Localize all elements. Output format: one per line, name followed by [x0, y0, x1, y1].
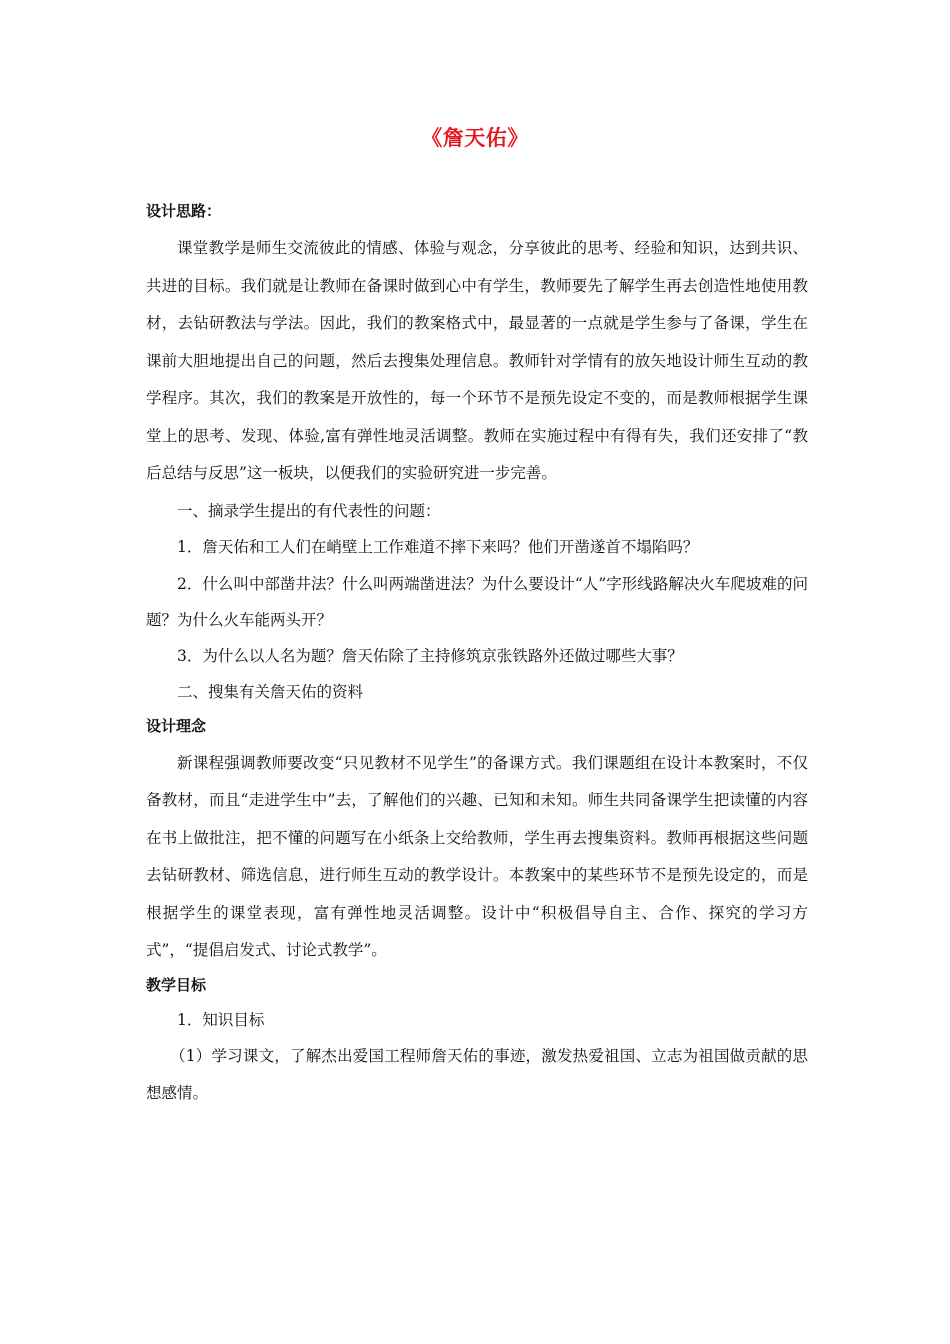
section-heading-design-thinking: 设计思路： [146, 202, 222, 220]
document-body [146, 196, 808, 1112]
list-item-excerpt-questions: 一、摘录学生提出的有代表性的问题： [177, 501, 441, 520]
question-2: 2．什么叫中部凿井法？什么叫两端凿进法？为什么要设计“人”字形线路解决火车爬坡难的问题？为什么火车能两头开？ [146, 574, 808, 629]
list-item-collect-materials: 二、搜集有关詹天佑的资料 [177, 683, 364, 701]
design-thinking-paragraph: 课堂教学是师生交流彼此的情感、体验与观念，分享彼此的思考、经验和知识，达到共识、共进的目标。我们就是让教师在备课时做到心中有学生，教师要先了解学生再去创造性地使用教材，去钻研教法与学法。因此，我们的教案格式中，最显著的一点就是学生参与了备课，学生在课前大胆地提出自己的问题，然后去搜集处理信息。教师针对学情有的放矢地设计师生互动的教学程序。其次，我们的教案是开放性的，每一个环节不是预先设定不变的，而是教师根据学生课堂上的思考、发现、体验,富有弹性地灵活调整。教师在实施过程中有得有失，我们还安排了“教后总结与反思”这一板块，以便我们的实验研究进一步完善。 [146, 239, 808, 482]
goal-1-title: 1．知识目标 [177, 1010, 265, 1029]
section-heading-teaching-goals: 教学目标 [146, 975, 207, 994]
design-concept-paragraph: 新课程强调教师要改变“只见教材不见学生”的备课方式。我们课题组在设计本教案时，不仅备教材，而且“走进学生中”去，了解他们的兴趣、已知和未知。师生共同备课学生把读懂的内容在书上做批注，把不懂的问题写在小纸条上交给教师，学生再去搜集资料。教师再根据这些问题去钻研教材、筛选信息，进行师生互动的教学设计。本教案中的某些环节不是预先设定的，而是根据学生的课堂表现，富有弹性地灵活调整。设计中“积极倡导自主、合作、探究的学习方式”，“提倡启发式、讨论式教学”。 [146, 753, 808, 959]
goal-1-item-1: （1）学习课文，了解杰出爱国工程师詹天佑的事迹，激发热爱祖国、立志为祖国做贡献的思想感情。 [146, 1047, 808, 1102]
question-3: 3．为什么以人名为题？詹天佑除了主持修筑京张铁路外还做过哪些大事？ [177, 646, 683, 665]
document-title: 《詹天佑》 [421, 126, 529, 150]
section-heading-design-concept: 设计理念 [146, 716, 207, 735]
question-1: 1．詹天佑和工人们在峭壁上工作难道不摔下来吗？他们开凿遂首不塌陷吗？ [177, 538, 699, 556]
